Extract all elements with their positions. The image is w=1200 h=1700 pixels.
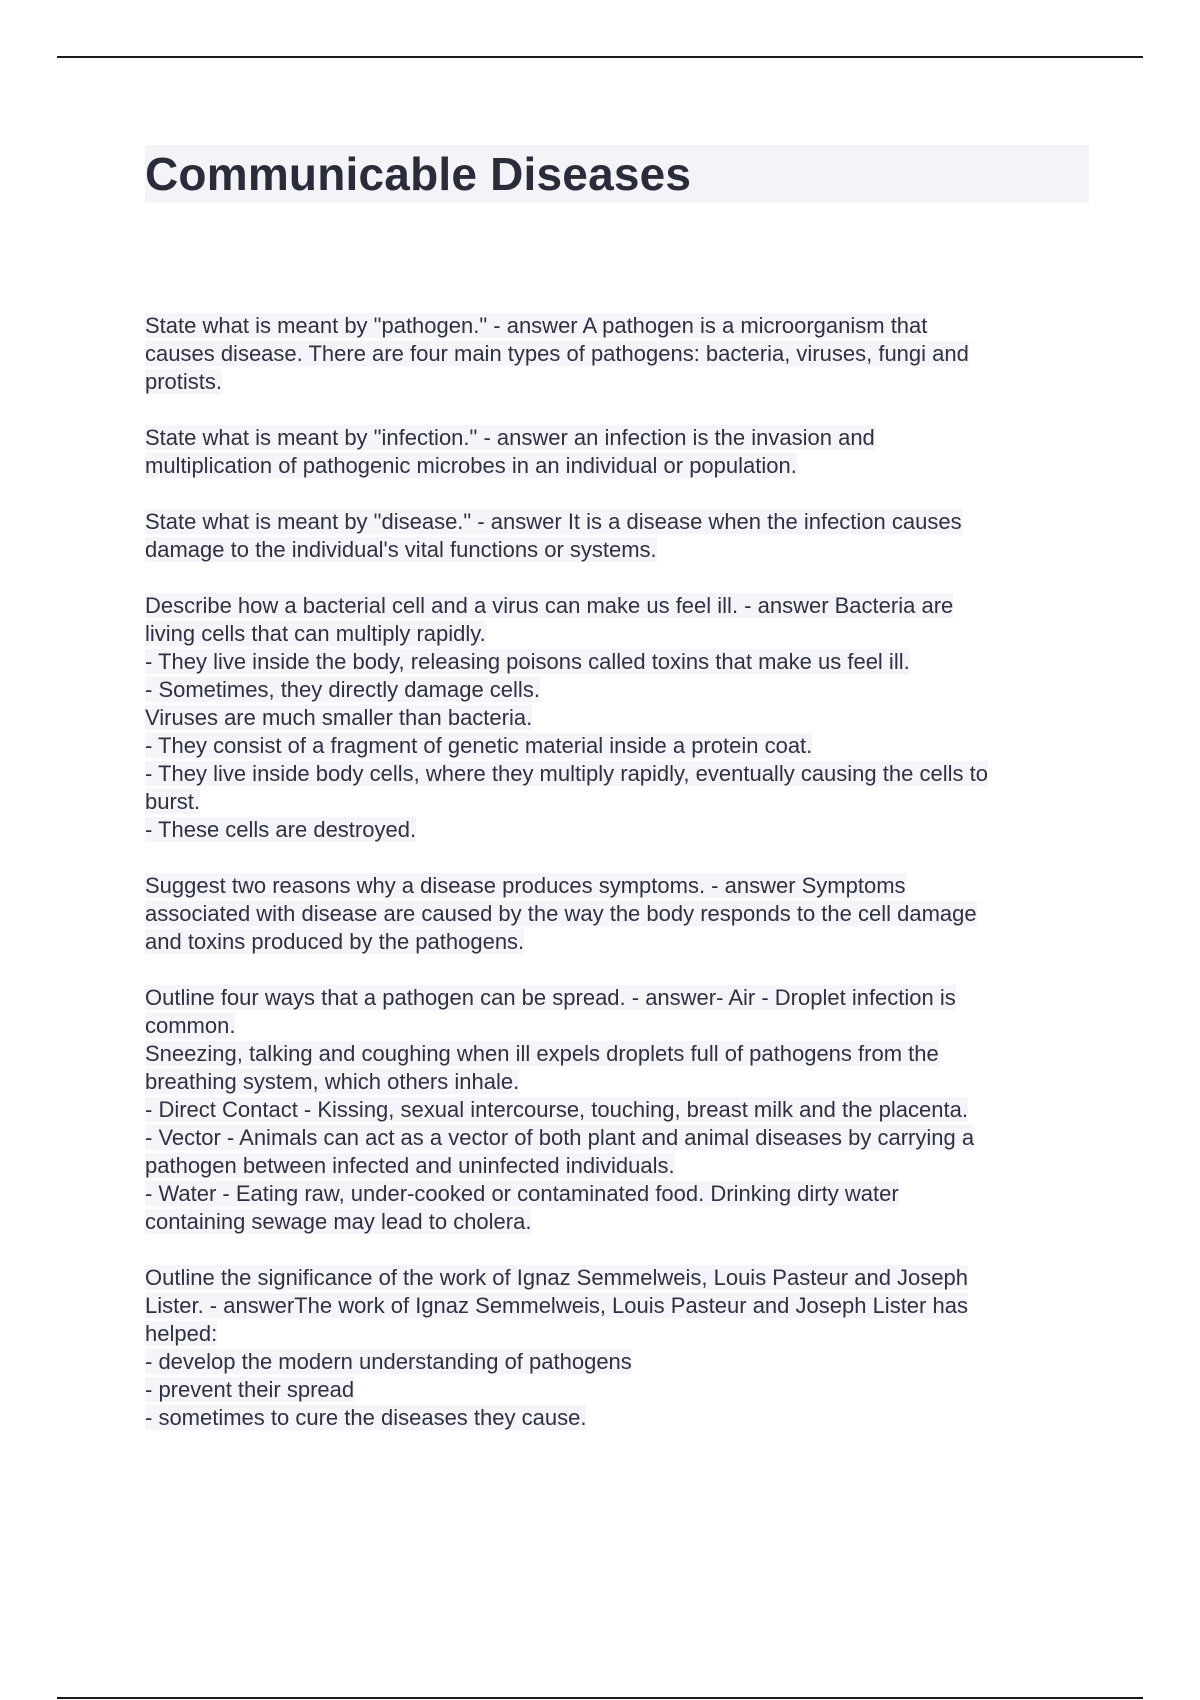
qa-entry-pathogen — [145, 312, 1095, 396]
qa-entry-spread — [145, 984, 1095, 1236]
text-line: breathing system, which others inhale. — [145, 1069, 520, 1094]
text-line: - Sometimes, they directly damage cells. — [145, 677, 540, 702]
text-line: Viruses are much smaller than bacteria. — [145, 705, 533, 730]
qa-entry-bacteria-virus — [145, 592, 1095, 844]
top-rule — [57, 56, 1143, 58]
text-line: Outline the significance of the work of Ignaz Semmelweis, Louis Pasteur and Joseph — [145, 1265, 969, 1290]
text-line: - Direct Contact - Kissing, sexual intercourse, touching, breast milk and the placenta. — [145, 1097, 968, 1122]
text-line: - develop the modern understanding of pathogens — [145, 1349, 632, 1374]
text-line: living cells that can multiply rapidly. — [145, 621, 486, 646]
text-line: associated with disease are caused by the way the body responds to the cell damage — [145, 901, 977, 926]
text-line: - Water - Eating raw, under-cooked or contaminated food. Drinking dirty water — [145, 1181, 899, 1206]
text-line: and toxins produced by the pathogens. — [145, 929, 525, 954]
text-line: helped: — [145, 1321, 218, 1346]
text-line: State what is meant by "disease." - answer It is a disease when the infection causes — [145, 509, 962, 534]
text-line: protists. — [145, 369, 223, 394]
text-line: containing sewage may lead to cholera. — [145, 1209, 532, 1234]
text-line: Sneezing, talking and coughing when ill expels droplets full of pathogens from the — [145, 1041, 939, 1066]
text-line: Describe how a bacterial cell and a virus can make us feel ill. - answer Bacteria are — [145, 593, 954, 618]
text-line: - sometimes to cure the diseases they cause. — [145, 1405, 587, 1430]
text-line: damage to the individual's vital functions or systems. — [145, 537, 657, 562]
text-line: State what is meant by "infection." - answer an infection is the invasion and — [145, 425, 875, 450]
text-line: causes disease. There are four main types of pathogens: bacteria, viruses, fungi and — [145, 341, 969, 366]
text-line: Lister. - answerThe work of Ignaz Semmelweis, Louis Pasteur and Joseph Lister has — [145, 1293, 968, 1318]
text-line: - Vector - Animals can act as a vector of both plant and animal diseases by carrying a — [145, 1125, 975, 1150]
qa-list — [145, 312, 1095, 1460]
bottom-rule — [57, 1697, 1143, 1699]
text-line: - They consist of a fragment of genetic material inside a protein coat. — [145, 733, 813, 758]
text-line: - They live inside body cells, where they multiply rapidly, eventually causing the cells to — [145, 761, 988, 786]
text-line: - These cells are destroyed. — [145, 817, 417, 842]
text-line: Outline four ways that a pathogen can be spread. - answer- Air - Droplet infection is — [145, 985, 956, 1010]
text-line: - They live inside the body, releasing poisons called toxins that make us feel ill. — [145, 649, 910, 674]
qa-entry-symptoms — [145, 872, 1095, 956]
text-line: multiplication of pathogenic microbes in an individual or population. — [145, 453, 797, 478]
text-line: State what is meant by "pathogen." - answer A pathogen is a microorganism that — [145, 313, 928, 338]
text-line: pathogen between infected and uninfected individuals. — [145, 1153, 675, 1178]
text-line: - prevent their spread — [145, 1377, 355, 1402]
text-line: common. — [145, 1013, 236, 1038]
qa-entry-semmelweis — [145, 1264, 1095, 1432]
text-line: Suggest two reasons why a disease produces symptoms. - answer Symptoms — [145, 873, 906, 898]
qa-entry-disease — [145, 508, 1095, 564]
qa-entry-infection — [145, 424, 1095, 480]
page-title: Communicable Diseases — [145, 148, 692, 200]
text-line: burst. — [145, 789, 201, 814]
